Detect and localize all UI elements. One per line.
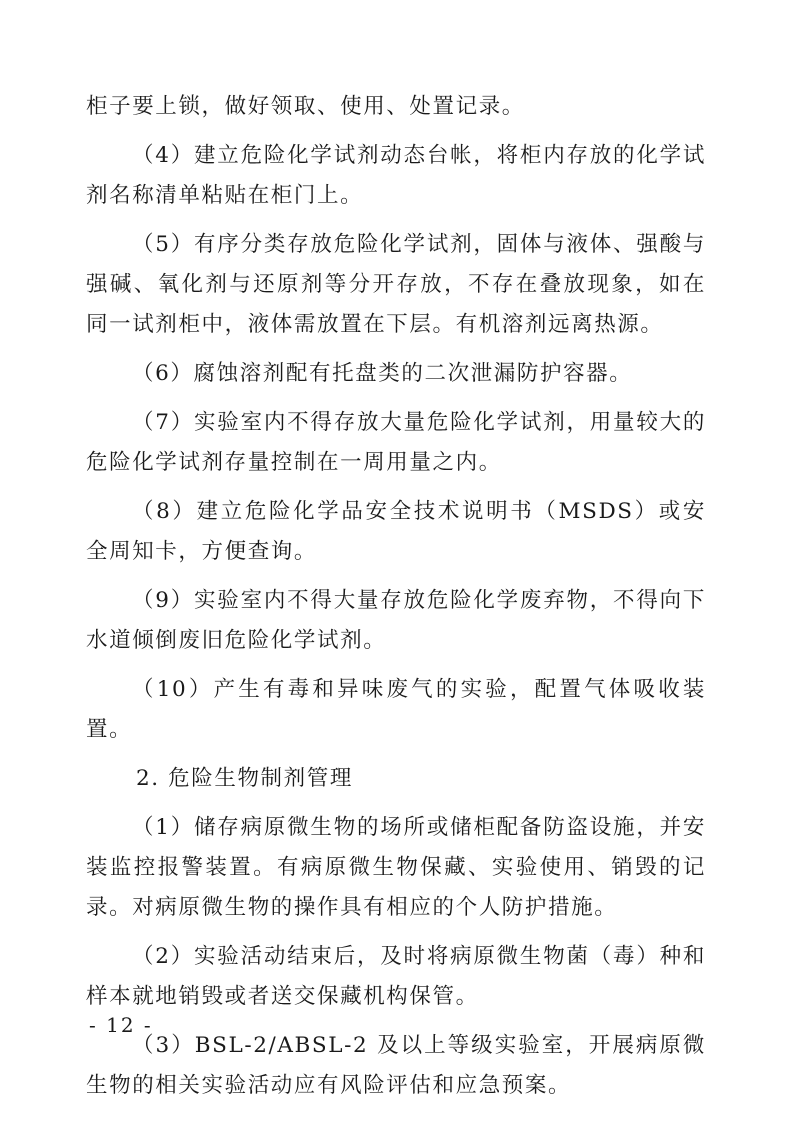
paragraph-item-7: （7）实验室内不得存放大量危险化学试剂，用量较大的危险化学试剂存量控制在一周用量之内。 <box>86 410 706 475</box>
section-paragraph-2: （2）实验活动结束后，及时将病原微生物菌（毒）种和样本就地销毁或者送交保藏机构保管。 <box>86 944 706 1009</box>
paragraph-item-8: （8）建立危险化学品安全技术说明书（MSDS）或安全周知卡，方便查询。 <box>86 499 706 564</box>
paragraph-item-6: （6）腐蚀溶剂配有托盘类的二次泄漏防护容器。 <box>132 361 633 386</box>
section-paragraph-1: （1）储存病原微生物的场所或储柜配备防盗设施，并安装监控报警装置。有病原微生物保藏、实验使用、销毁的记录。对病原微生物的操作具有相应的个人防护措施。 <box>86 815 706 920</box>
document-body <box>86 87 706 1115</box>
paragraph-item-5: （5）有序分类存放危险化学试剂，固体与液体、强酸与强碱、氧化剂与还原剂等分开存放，不存在叠放现象，如在同一试剂柜中，液体需放置在下层。有机溶剂远离热源。 <box>86 232 706 337</box>
paragraph-item-9: （9）实验室内不得大量存放危险化学废弃物，不得向下水道倾倒废旧危险化学试剂。 <box>86 588 706 653</box>
page-number: - 12 - <box>89 1013 153 1037</box>
section-heading: 2. 危险生物制剂管理 <box>136 766 353 791</box>
paragraph-item-10: （10）产生有毒和异味废气的实验，配置气体吸收装置。 <box>86 677 706 742</box>
paragraph-item-4: （4）建立危险化学试剂动态台帐，将柜内存放的化学试剂名称清单粘贴在柜门上。 <box>86 143 706 208</box>
paragraph-continuation: 柜子要上锁，做好领取、使用、处置记录。 <box>86 94 525 119</box>
section-paragraph-3: （3）BSL-2/ABSL-2 及以上等级实验室，开展病原微生物的相关实验活动应有风险评估和应急预案。 <box>86 1033 706 1098</box>
